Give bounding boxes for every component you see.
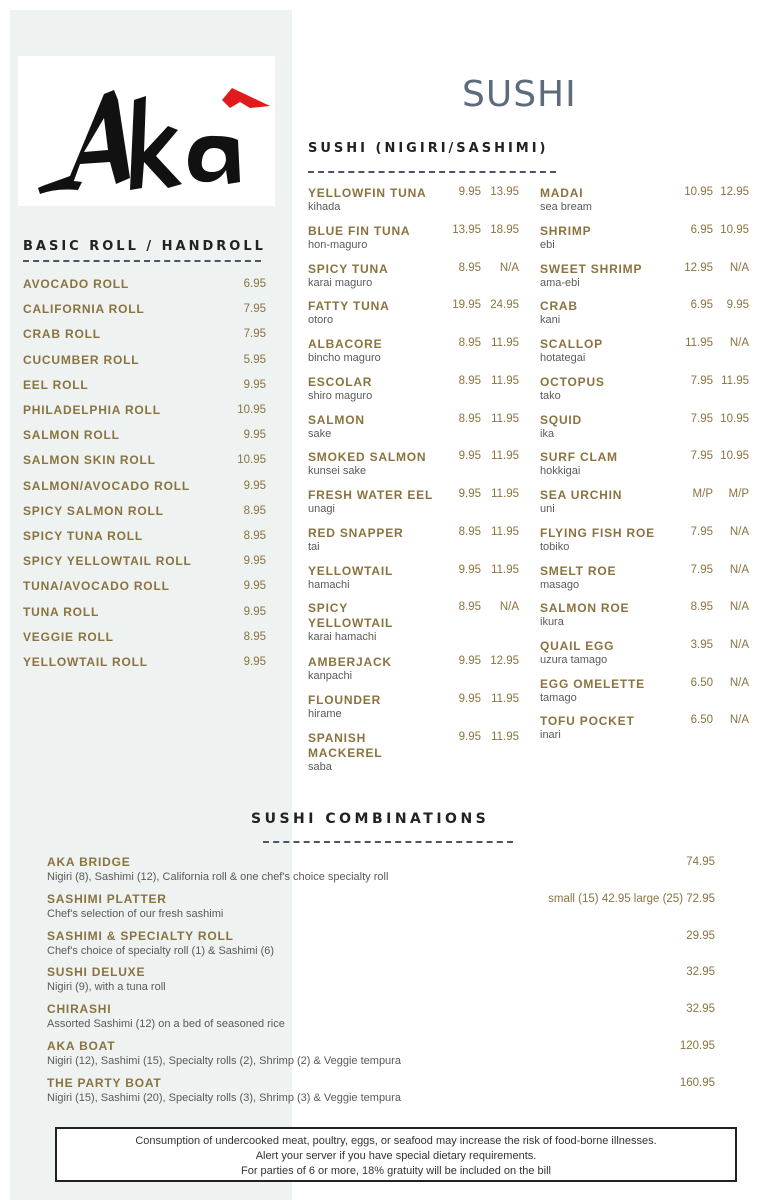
nigiri-item-japanese: ikura	[540, 616, 564, 628]
basic-roll-price: 8.95	[243, 530, 266, 542]
nigiri-price-sushi: 11.95	[685, 337, 713, 349]
nigiri-item-japanese: tamago	[540, 692, 577, 704]
nigiri-price-sushi: 3.95	[690, 639, 713, 651]
nigiri-item-japanese: otoro	[308, 314, 334, 326]
nigiri-item-name: AMBERJACK	[308, 655, 392, 669]
nigiri-price-sashimi: 11.95	[491, 488, 519, 500]
disclaimer-line-3: For parties of 6 or more, 18% gratuity will be included on the bill	[241, 1165, 551, 1177]
basic-roll-name: TUNA ROLL	[23, 604, 100, 619]
basic-roll-name: PHILADELPHIA ROLL	[23, 403, 161, 417]
nigiri-title: SUSHI (NIGIRI/SASHIMI)	[308, 141, 549, 156]
nigiri-item-name: OCTOPUS	[540, 375, 605, 389]
nigiri-price-sushi: 9.95	[458, 731, 481, 743]
basic-roll-name: AVOCADO ROLL	[23, 277, 130, 291]
nigiri-price-sashimi: N/A	[729, 639, 749, 651]
nigiri-price-sushi: 13.95	[452, 224, 481, 236]
combo-price: 120.95	[679, 1040, 715, 1052]
nigiri-price-sashimi: N/A	[499, 262, 519, 274]
basic-roll-name: SPICY SALMON ROLL	[23, 503, 164, 518]
nigiri-item-japanese: hamachi	[308, 579, 350, 591]
basic-roll-name: CUCUMBER ROLL	[23, 352, 140, 367]
nigiri-item-name: YELLOWTAIL	[308, 564, 394, 578]
nigiri-price-sashimi: 11.95	[721, 375, 749, 387]
basic-roll-price: 8.95	[243, 504, 266, 517]
nigiri-item-japanese: ama-ebi	[540, 277, 580, 289]
combinations-title: SUSHI COMBINATIONS	[251, 811, 490, 827]
nigiri-price-sushi: 9.95	[458, 450, 481, 462]
basic-roll-title: BASIC ROLL / HANDROLL	[23, 239, 266, 254]
basic-roll-price: 5.95	[243, 353, 266, 366]
nigiri-item-japanese: uni	[540, 503, 555, 515]
nigiri-price-sashimi: N/A	[729, 526, 749, 538]
nigiri-price-sushi: 8.95	[458, 413, 481, 425]
nigiri-price-sashimi: 18.95	[490, 224, 519, 236]
combinations-divider	[263, 841, 513, 843]
nigiri-price-sashimi: 11.95	[491, 413, 519, 425]
basic-roll-name: CRAB ROLL	[23, 327, 101, 342]
combo-price: 32.95	[686, 966, 715, 979]
nigiri-item-japanese: tobiko	[540, 541, 570, 553]
nigiri-item-name: SCALLOP	[540, 337, 603, 351]
combo-name: THE PARTY BOAT	[47, 1075, 162, 1090]
nigiri-item-japanese: ebi	[540, 239, 555, 251]
nigiri-item-name: SURF CLAM	[540, 450, 618, 464]
nigiri-price-sushi: 7.95	[690, 413, 713, 425]
nigiri-price-sashimi: 24.95	[490, 299, 519, 311]
nigiri-price-sashimi: N/A	[499, 601, 519, 613]
basic-roll-price: 9.95	[243, 479, 266, 492]
basic-roll-price: 7.95	[243, 303, 266, 316]
nigiri-item-name: TOFU POCKET	[540, 714, 635, 728]
nigiri-price-sushi: 6.95	[690, 299, 713, 311]
nigiri-price-sushi: 9.95	[458, 655, 481, 667]
nigiri-price-sashimi: N/A	[729, 714, 749, 726]
basic-roll-price: 10.95	[237, 404, 266, 416]
nigiri-price-sashimi: 10.95	[720, 224, 749, 236]
disclaimer-line-1: Consumption of undercooked meat, poultry, eggs, or seafood may increase the risk of food-borne illnesses.	[135, 1135, 657, 1147]
nigiri-price-sashimi: 11.95	[491, 731, 519, 743]
nigiri-item-name: QUAIL EGG	[540, 639, 615, 653]
basic-roll-price: 9.95	[243, 555, 266, 568]
nigiri-price-sashimi: 12.95	[490, 655, 519, 667]
basic-roll-divider	[23, 260, 261, 262]
combo-description: Nigiri (12), Sashimi (15), Specialty rolls (2), Shrimp (2) & Veggie tempura	[47, 1055, 401, 1067]
basic-roll-price: 9.95	[243, 580, 266, 593]
basic-roll-name: SPICY YELLOWTAIL ROLL	[23, 554, 192, 569]
basic-roll-price: 9.95	[243, 656, 266, 668]
nigiri-item-japanese: karai maguro	[308, 277, 373, 289]
nigiri-item-name: EGG OMELETTE	[540, 677, 645, 691]
nigiri-price-sushi: 6.50	[690, 677, 713, 689]
nigiri-price-sashimi: N/A	[729, 262, 749, 274]
nigiri-price-sashimi: 9.95	[726, 299, 749, 311]
nigiri-item-name: SMOKED SALMON	[308, 450, 427, 464]
nigiri-price-sashimi: 11.95	[491, 564, 519, 576]
basic-roll-price: 7.95	[243, 328, 266, 341]
combo-description: Nigiri (8), Sashimi (12), California roll & one chef's choice specialty roll	[47, 871, 389, 883]
combo-description: Chef's choice of specialty roll (1) & Sashimi (6)	[47, 944, 275, 957]
aka-logo	[18, 56, 275, 206]
nigiri-price-sushi: 19.95	[452, 299, 481, 311]
basic-roll-name: SALMON/AVOCADO ROLL	[23, 478, 190, 493]
nigiri-price-sashimi: 11.95	[491, 450, 519, 462]
combo-price: 32.95	[686, 1003, 715, 1016]
nigiri-item-japanese: masago	[540, 579, 580, 591]
basic-roll-price: 6.95	[243, 278, 266, 290]
nigiri-price-sashimi: 11.95	[491, 526, 519, 538]
nigiri-price-sushi: 9.95	[458, 693, 481, 705]
combo-name: AKA BOAT	[47, 1039, 116, 1053]
nigiri-price-sashimi: 10.95	[720, 450, 749, 462]
nigiri-price-sushi: 8.95	[458, 262, 481, 274]
nigiri-price-sushi: 9.95	[458, 488, 481, 500]
basic-roll-name: CALIFORNIA ROLL	[23, 302, 145, 317]
nigiri-item-japanese: kihada	[308, 201, 341, 213]
logo-accent-mark	[222, 88, 270, 108]
nigiri-item-japanese: kunsei sake	[308, 465, 367, 477]
nigiri-item-japanese: bincho maguro	[308, 352, 381, 364]
nigiri-item-japanese: kani	[540, 314, 561, 326]
nigiri-item-name: SPICY TUNA	[308, 262, 389, 276]
nigiri-price-sashimi: N/A	[729, 677, 749, 689]
combo-name: SASHIMI & SPECIALTY ROLL	[47, 928, 234, 943]
nigiri-item-name: RED SNAPPER	[308, 526, 404, 540]
nigiri-item-japanese: karai hamachi	[308, 631, 377, 643]
nigiri-divider	[308, 171, 556, 173]
basic-roll-price: 10.95	[237, 454, 266, 467]
combo-description: Chef's selection of our fresh sashimi	[47, 907, 224, 920]
basic-roll-name: EEL ROLL	[23, 377, 89, 392]
nigiri-price-sashimi: 11.95	[491, 375, 519, 387]
nigiri-item-japanese: unagi	[308, 503, 335, 515]
nigiri-item-japanese: hokkigai	[540, 465, 581, 477]
nigiri-item-name: CRAB	[540, 299, 578, 313]
nigiri-price-sushi: 8.95	[458, 601, 481, 613]
nigiri-item-name: SPANISH	[308, 731, 367, 745]
nigiri-item-name-cont: MACKEREL	[308, 746, 383, 760]
nigiri-price-sushi: 9.95	[458, 564, 481, 576]
nigiri-price-sashimi: N/A	[729, 337, 749, 349]
nigiri-item-name: SALMON ROE	[540, 601, 630, 615]
nigiri-price-sushi: 6.95	[690, 224, 713, 236]
nigiri-item-name: FLOUNDER	[308, 693, 382, 707]
nigiri-item-name: MADAI	[540, 186, 584, 200]
page-title: SUSHI	[462, 74, 577, 115]
nigiri-price-sushi: 10.95	[684, 186, 713, 198]
nigiri-price-sushi: 6.50	[690, 714, 713, 726]
nigiri-item-japanese: uzura tamago	[540, 654, 608, 666]
nigiri-price-sushi: 8.95	[458, 526, 481, 538]
combo-description: Nigiri (9), with a tuna roll	[47, 981, 166, 994]
nigiri-item-name: BLUE FIN TUNA	[308, 224, 411, 238]
nigiri-item-name: FATTY TUNA	[308, 299, 390, 313]
nigiri-price-sushi: 8.95	[690, 601, 713, 613]
nigiri-price-sushi: 7.95	[690, 526, 713, 538]
nigiri-price-sashimi: 13.95	[490, 186, 519, 198]
disclaimer-line-2: Alert your server if you have special dietary requirements.	[255, 1150, 537, 1162]
nigiri-item-name: FRESH WATER EEL	[308, 488, 434, 502]
combo-name: SASHIMI PLATTER	[47, 891, 167, 906]
basic-roll-price: 9.95	[243, 429, 266, 442]
nigiri-item-japanese: ika	[540, 428, 555, 440]
nigiri-item-name: SEA URCHIN	[540, 488, 623, 502]
nigiri-item-japanese: hotategai	[540, 352, 586, 364]
nigiri-item-name-cont: YELLOWTAIL	[308, 616, 394, 630]
nigiri-item-name: ESCOLAR	[308, 375, 373, 389]
nigiri-price-sashimi: N/A	[729, 564, 749, 576]
nigiri-item-japanese: hirame	[308, 708, 342, 720]
nigiri-item-name: SMELT ROE	[540, 564, 617, 578]
nigiri-item-japanese: sea bream	[540, 201, 592, 213]
nigiri-price-sashimi: M/P	[728, 488, 749, 500]
nigiri-item-japanese: tako	[540, 390, 561, 402]
basic-roll-price: 9.95	[243, 605, 266, 618]
nigiri-price-sushi: 8.95	[458, 337, 481, 349]
combo-name: AKA BRIDGE	[47, 855, 131, 869]
basic-roll-name: VEGGIE ROLL	[23, 629, 114, 644]
nigiri-price-sashimi: 10.95	[720, 413, 749, 425]
basic-roll-name: SALMON ROLL	[23, 428, 120, 443]
nigiri-price-sushi: 8.95	[458, 375, 481, 387]
combo-name: CHIRASHI	[47, 1002, 112, 1017]
combo-name: SUSHI DELUXE	[47, 965, 146, 980]
nigiri-price-sashimi: 11.95	[491, 337, 519, 349]
nigiri-price-sushi: 7.95	[690, 450, 713, 462]
combo-price: 160.95	[679, 1076, 715, 1089]
disclaimer-box	[55, 1127, 737, 1182]
basic-roll-name: SALMON SKIN ROLL	[23, 453, 156, 468]
combo-description: Assorted Sashimi (12) on a bed of seasoned rice	[47, 1018, 285, 1031]
nigiri-item-japanese: hon-maguro	[308, 239, 368, 251]
nigiri-item-name: SHRIMP	[540, 224, 592, 238]
basic-roll-name: SPICY TUNA ROLL	[23, 529, 144, 543]
nigiri-item-name: ALBACORE	[308, 337, 383, 351]
nigiri-item-name: SWEET SHRIMP	[540, 262, 643, 276]
nigiri-item-name: YELLOWFIN TUNA	[308, 186, 427, 200]
basic-roll-price: 9.95	[243, 378, 266, 391]
basic-roll-price: 8.95	[243, 630, 266, 643]
nigiri-item-name: SQUID	[540, 413, 583, 427]
nigiri-price-sashimi: 11.95	[491, 693, 519, 705]
nigiri-item-japanese: tai	[308, 541, 320, 553]
nigiri-item-name: SALMON	[308, 413, 365, 427]
nigiri-item-name: FLYING FISH ROE	[540, 526, 655, 540]
nigiri-item-japanese: inari	[540, 729, 561, 741]
nigiri-price-sushi: M/P	[692, 488, 713, 500]
nigiri-item-name: SPICY	[308, 601, 349, 615]
nigiri-price-sushi: 9.95	[458, 186, 481, 198]
basic-roll-name: TUNA/AVOCADO ROLL	[23, 579, 170, 594]
nigiri-price-sushi: 12.95	[684, 262, 713, 274]
nigiri-price-sushi: 7.95	[690, 564, 713, 576]
nigiri-item-japanese: shiro maguro	[308, 390, 373, 402]
nigiri-price-sashimi: N/A	[729, 601, 749, 613]
nigiri-item-japanese: saba	[308, 761, 332, 773]
combo-description: Nigiri (15), Sashimi (20), Specialty rolls (3), Shrimp (3) & Veggie tempura	[47, 1091, 401, 1104]
combo-price: small (15) 42.95 large (25) 72.95	[548, 892, 715, 905]
nigiri-item-japanese: kanpachi	[308, 670, 353, 682]
combo-price: 74.95	[686, 856, 715, 868]
basic-roll-name: YELLOWTAIL ROLL	[23, 655, 148, 669]
nigiri-item-japanese: sake	[308, 428, 332, 440]
nigiri-price-sushi: 7.95	[690, 375, 713, 387]
nigiri-price-sashimi: 12.95	[720, 186, 749, 198]
combo-price: 29.95	[686, 929, 715, 942]
